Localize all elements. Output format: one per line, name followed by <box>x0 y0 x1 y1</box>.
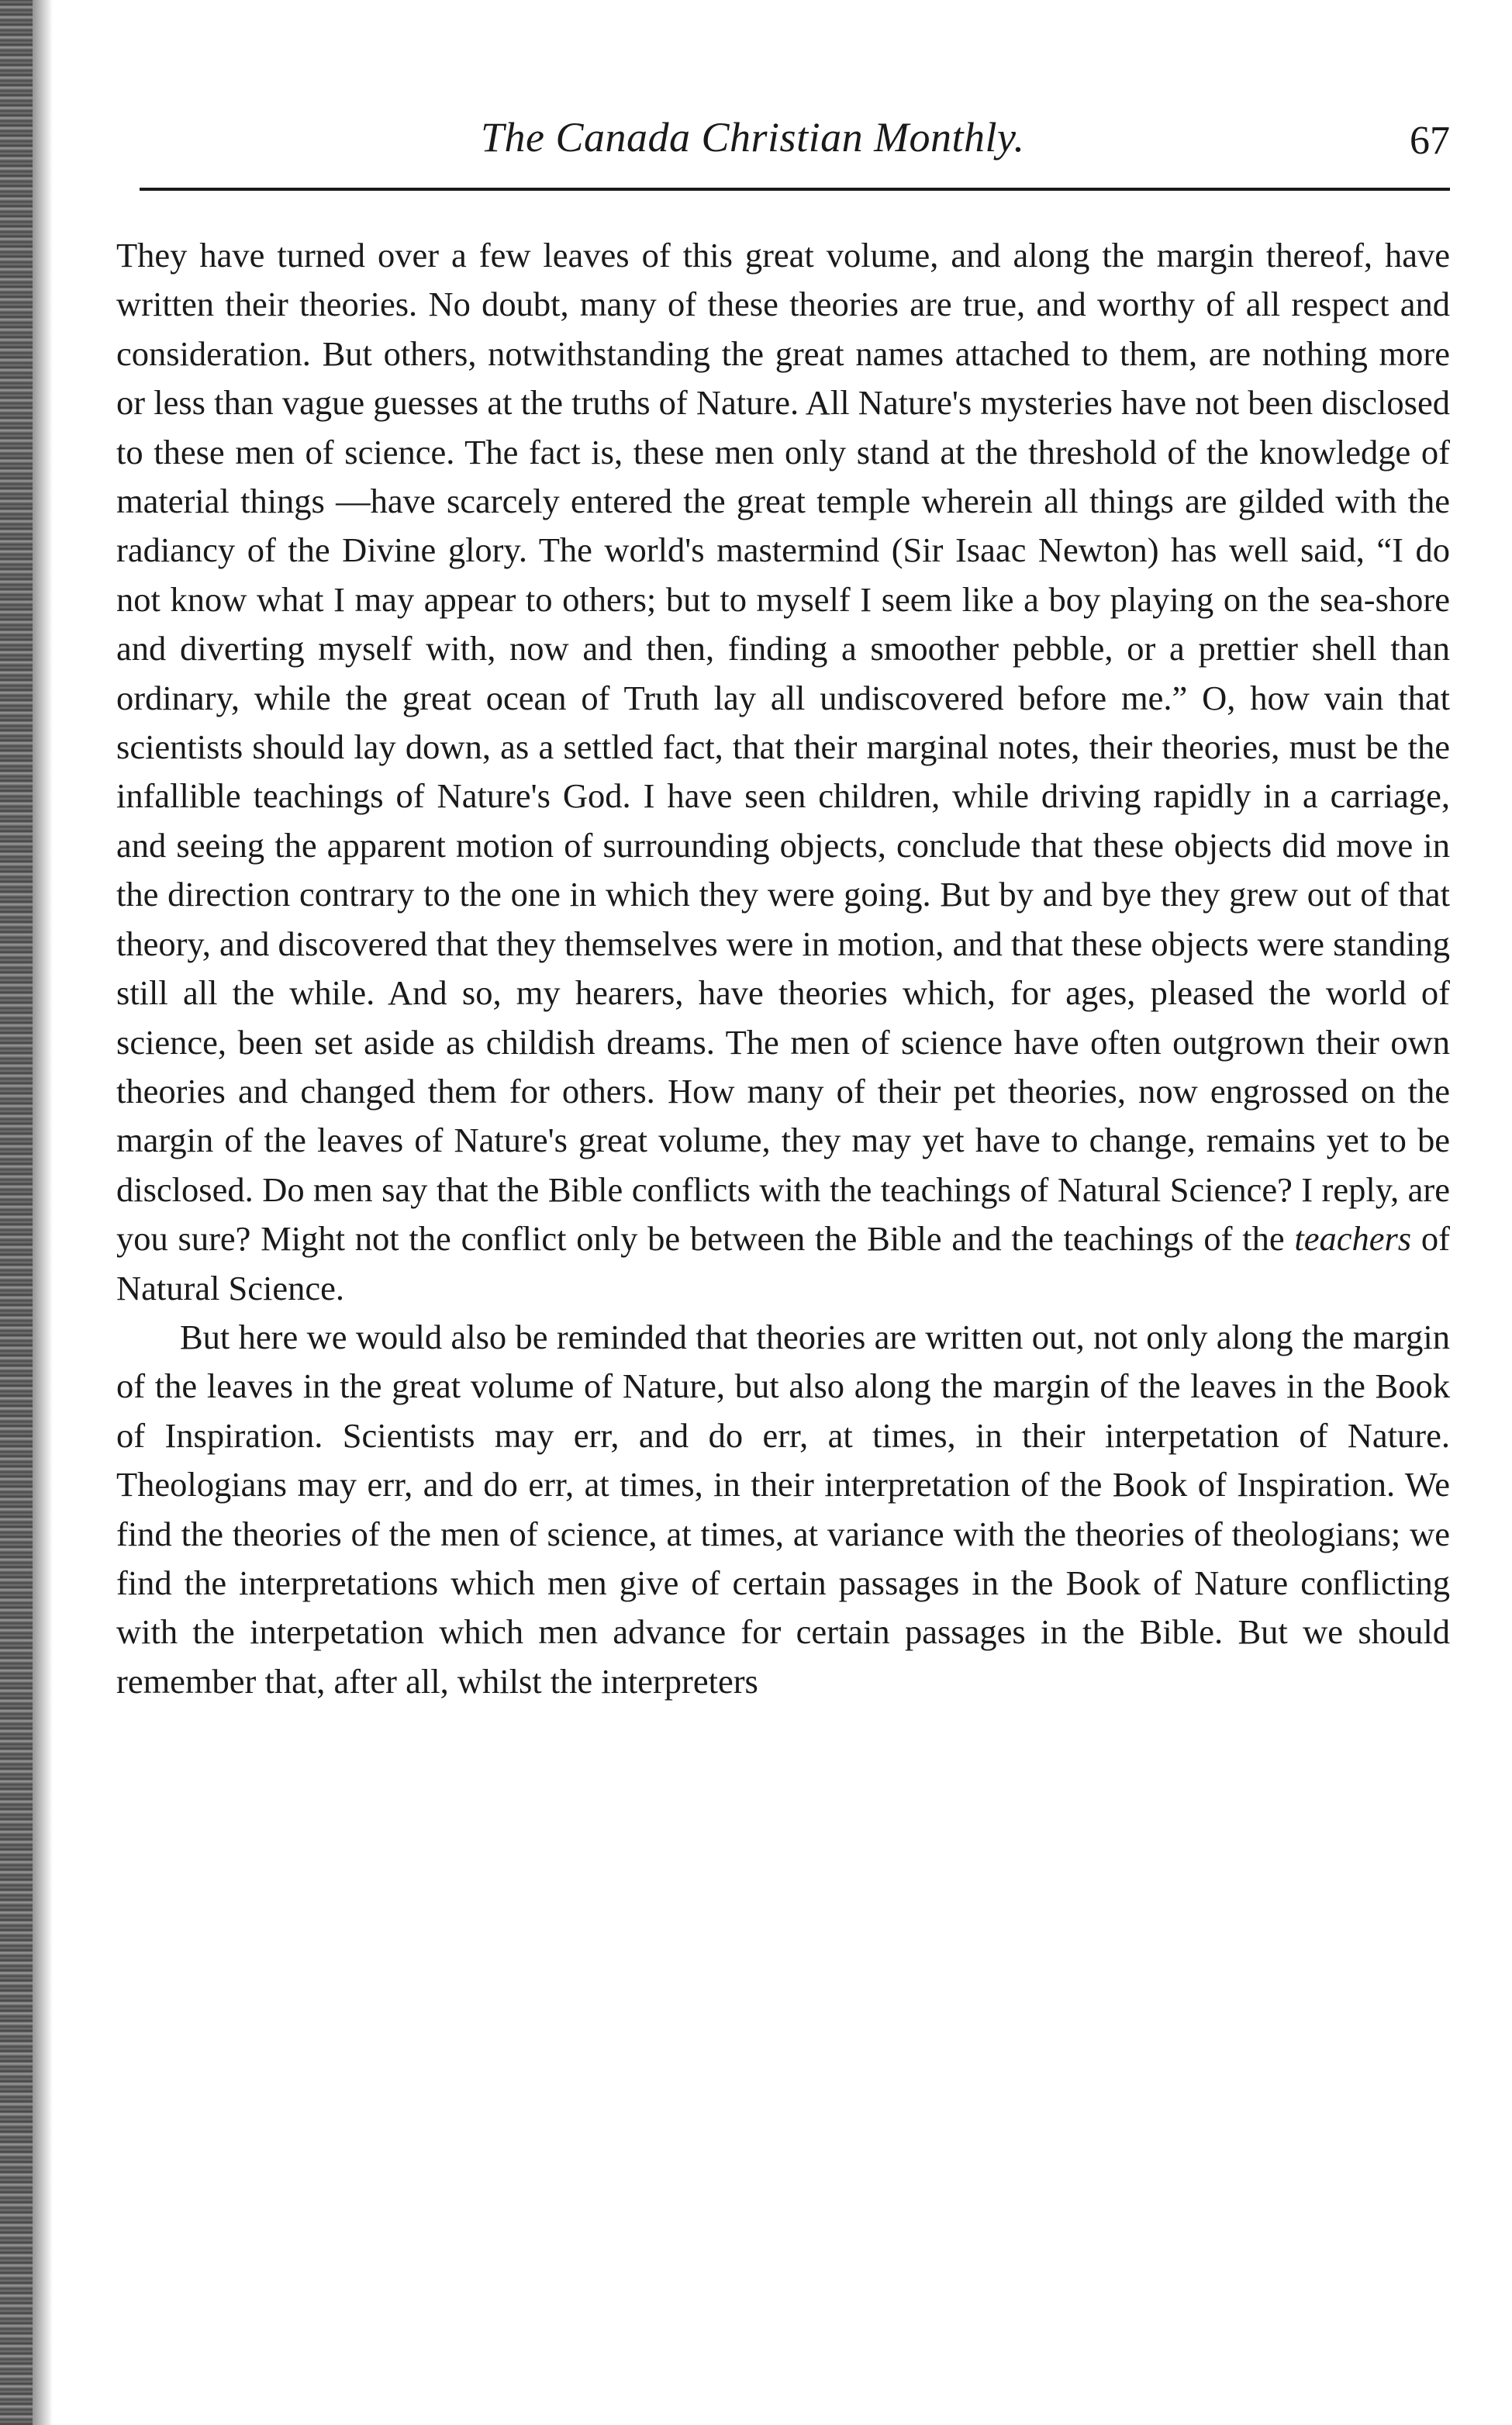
page <box>78 109 1450 1701</box>
binding-edge <box>0 0 33 2425</box>
paragraph-1-text: They have turned over a few leaves of this great volume, and along the margin thereof, have written their theories. No doubt, many of these theories are true, and worthy of all respect and consideration. But others, notwithstanding the great names attached to them, are nothing more or less than vague guesses at the truths of Nature. All Nature's mysteries have not been disclosed to these men of science. The fact is, these men only stand at the threshold of the knowledge of material things —have scarcely entered the great temple wherein all things are gilded with the radiancy of the Divine glory. The world's mastermind (Sir Isaac Newton) has well said, “I do not know what I may appear to others; but to myself I seem like a boy playing on the sea-shore and diverting myself with, now and then, finding a smoother pebble, or a prettier shell than ordinary, while the great ocean of Truth lay all undiscovered before me.” O, how vain that scientists should lay down, as a settled fact, that their marginal notes, their theories, must be the infallible teachings of Nature's God. I have seen children, while driving rapidly in a carriage, and seeing the apparent motion of surrounding objects, conclude that these objects did move in the direction contrary to the one in which they were going. But by and bye they grew out of that theory, and discovered that they themselves were in motion, and that these objects were standing still all the while. And so, my hearers, have theories which, for ages, pleased the world of science, been set aside as childish dreams. The men of science have often outgrown their own theories and changed them for others. How many of their pet theories, now engrossed on the margin of the leaves of Nature's great volume, they may yet have to change, remains yet to be disclosed. Do men say that the Bible conflicts with the teachings of Natural Science? I reply, are you sure? Might not the conflict only be between the Bible and the teachings of the <box>116 236 1450 1259</box>
journal-title: The Canada Christian Monthly. <box>481 114 1025 161</box>
paragraph-2: But here we would also be reminded that theories are written out, not only along the margin of the leaves in the great volume of Nature, but also along the margin of the leaves in the Book of Inspiration. Scientists may err, and do err, at times, in their interpetation of Nature. Theologians may err, and do err, at times, in their interpretation of the Book of Inspiration. We find the theories of the men of science, at times, at variance with the theories of theologians; we find the interpretations which men give of certain passages in the Book of Nature conflicting with the interpetation which men advance for certain passages in the Bible. But we should remember that, after all, whilst the interpreters <box>116 1317 1450 1701</box>
page-number: 67 <box>1410 119 1450 163</box>
binding-shadow <box>33 0 53 2425</box>
paragraph-1 <box>116 231 1450 1313</box>
running-head <box>78 109 1450 186</box>
paragraph-1-end: of Natural Science. <box>116 1219 1450 1307</box>
emphasis-teachers: teachers <box>1294 1219 1412 1259</box>
body-text <box>116 231 1450 1706</box>
header-rule <box>140 188 1450 191</box>
